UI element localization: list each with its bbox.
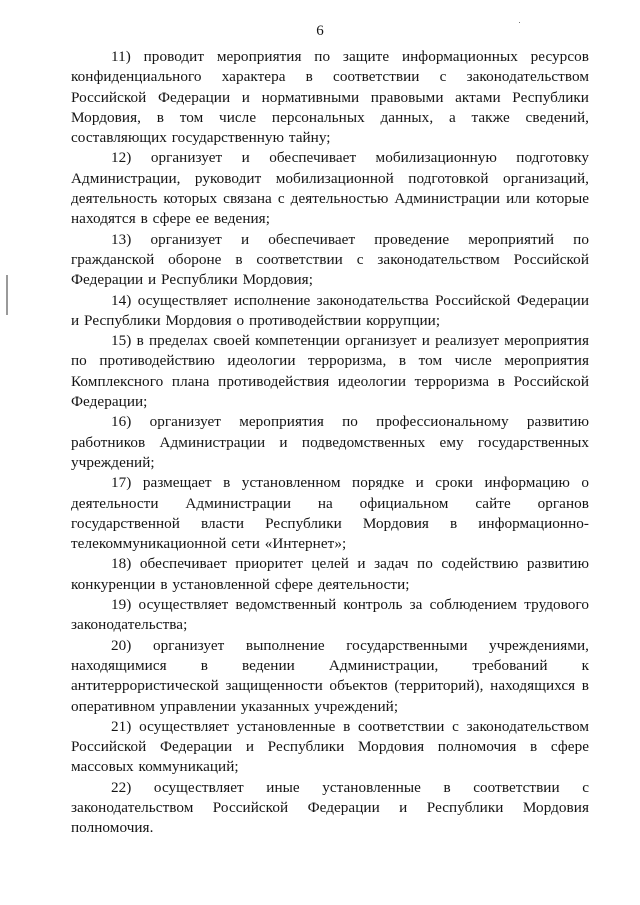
list-item-14: 14) осуществляет исполнение законодательства Российской Федерации и Республики Мордовия о противодействии коррупции; — [71, 291, 589, 329]
document-body — [71, 47, 589, 839]
list-item-17: 17) размещает в установленном порядке и сроки информацию о деятельности Администрации на официальном сайте органов государственной власти Республики Мордовия в информационно-телекоммуникационной сети «Интернет»; — [71, 474, 589, 553]
list-item-12: 12) организует и обеспечивает мобилизационную подготовку Администрации, руководит мобилизационной подготовкой организаций, деятельность которых связана с деятельностью Администрации или которые находятся в сфере ее ведения; — [71, 149, 589, 228]
list-item-21: 21) осуществляет установленные в соответствии с законодательством Российской Федерации и Республики Мордовия полномочия в сфере массовых коммуникаций; — [71, 717, 589, 776]
list-item-22: 22) осуществляет иные установленные в соответствии с законодательством Российской Федерации и Республики Мордовия полномочия. — [71, 778, 589, 837]
list-item-11: 11) проводит мероприятия по защите информационных ресурсов конфиденциального характера в соответствии с законодательством Российской Федерации и нормативными правовыми актами Республики Мордовия, в том числе персональных данных, а также сведений, составляющих государственную тайну; — [71, 48, 589, 147]
list-item-16: 16) организует мероприятия по профессиональному развитию работников Администрации и подведомственных ему государственных учреждений; — [71, 413, 589, 471]
list-item-13: 13) организует и обеспечивает проведение мероприятий по гражданской обороне в соответствии с законодательством Российской Федерации и Республики Мордовия; — [71, 230, 589, 289]
list-item-18: 18) обеспечивает приоритет целей и задач по содействию развитию конкуренции в установленной сфере деятельности; — [71, 555, 589, 593]
list-item-20: 20) организует выполнение государственными учреждениями, находящимися в ведении Администрации, требований к антитеррористической защищенности объектов (территорий), находящихся в оперативном управлении указанных учреждений; — [71, 636, 589, 715]
page-number: 6 — [316, 23, 324, 39]
list-item-19: 19) осуществляет ведомственный контроль за соблюдением трудового законодательства; — [71, 596, 589, 634]
list-item-15: 15) в пределах своей компетенции организует и реализует мероприятия по противодействию идеологии терроризма, в том числе мероприятия Комплексного плана противодействия идеологии терроризма в Российской Федерации; — [71, 332, 589, 411]
scan-edge-mark — [6, 275, 8, 315]
